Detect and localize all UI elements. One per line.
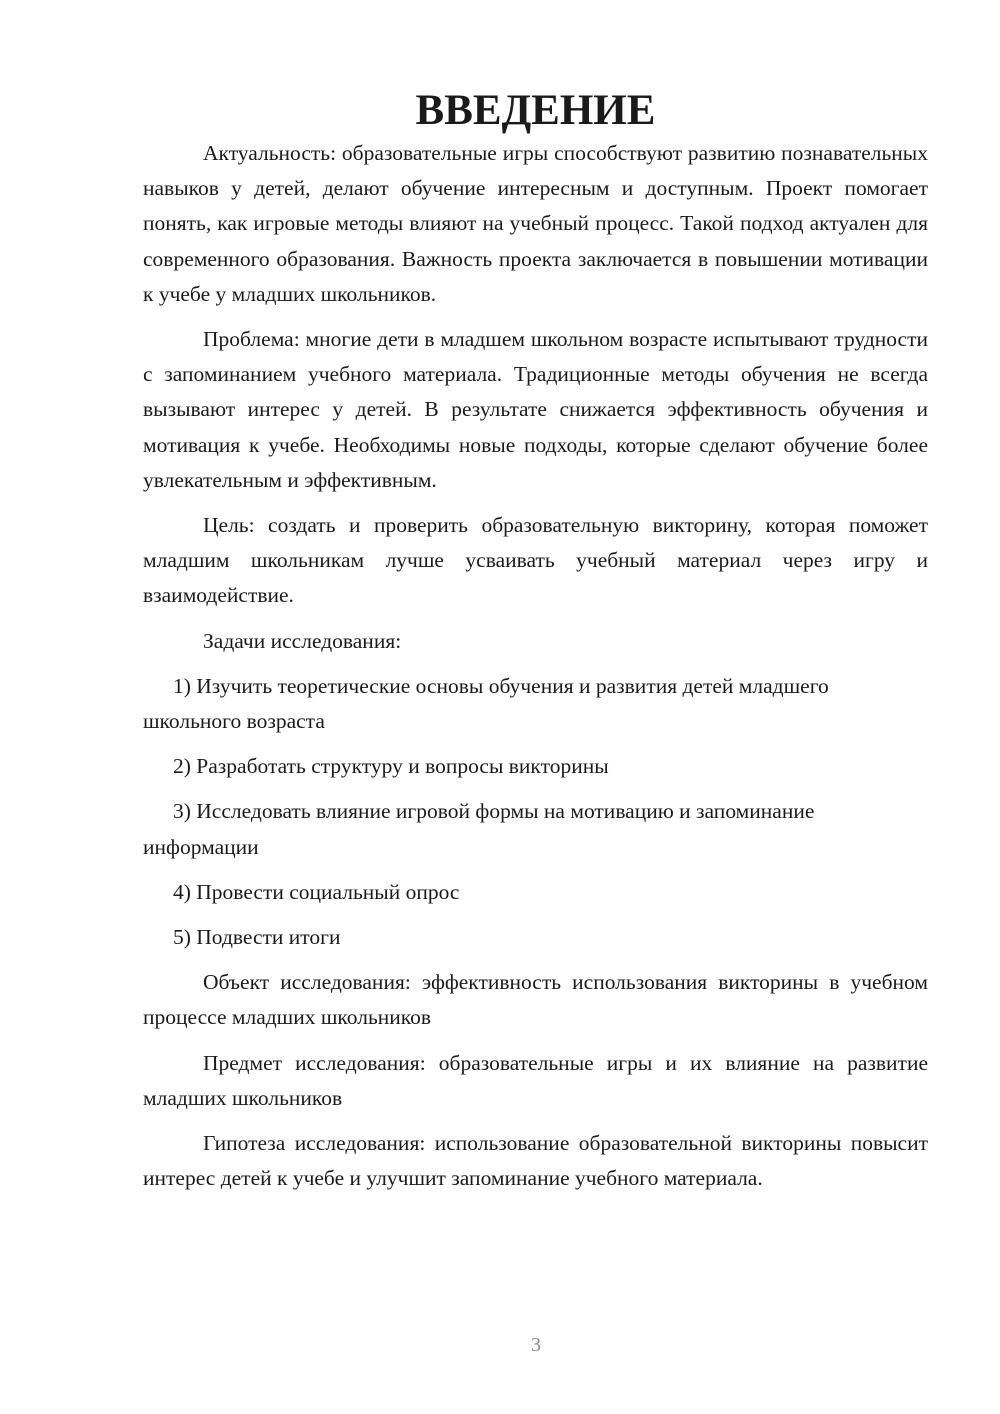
list-item: 5) Подвести итоги <box>173 925 341 950</box>
section-heading: ВВЕДЕНИЕ <box>415 87 656 134</box>
paragraph-hypothesis: Гипотеза исследования: использование образовательной викторины повысит интерес детей к учебе и улучшит запоминание учебного материала. <box>143 1131 928 1191</box>
page-number: 3 <box>531 1334 541 1356</box>
paragraph-object: Объект исследования: эффективность использования викторины в учебном процессе младших школьников <box>143 970 928 1030</box>
paragraph-goal: Цель: создать и проверить образовательную викторину, которая поможет младшим школьникам лучше усваивать учебный материал через игру и взаимодействие. <box>143 513 928 608</box>
list-item: 2) Разработать структуру и вопросы викторины <box>173 754 609 779</box>
paragraph-relevance: Актуальность: образовательные игры способствуют развитию познавательных навыков у детей, делают обучение интересным и доступным. Проект помогает понять, как игровые методы влияют на учебный процесс. Такой подход актуален для современного образования. Важность проекта заключается в повышении мотивации к учебе у младших школьников. <box>143 141 928 306</box>
list-item: 1) Изучить теоретические основы обучения и развития детей младшего школьного возраста <box>143 673 829 734</box>
paragraph-tasks-intro: Задачи исследования: <box>203 628 402 653</box>
list-item: 3) Исследовать влияние игровой формы на мотивацию и запоминание информации <box>143 799 815 859</box>
list-item: 4) Провести социальный опрос <box>173 879 460 904</box>
paragraph-problem: Проблема: многие дети в младшем школьном возрасте испытывают трудности с запоминанием учебного материала. Традиционные методы обучения не всегда вызывают интерес у детей. В результате снижается эффективность обучения и мотивация к учебе. Необходимы новые подходы, которые сделают обучение более увлекательным и эффективным. <box>143 327 928 492</box>
page-content <box>143 87 928 1206</box>
tasks-list <box>143 669 928 955</box>
paragraph-subject: Предмет исследования: образовательные игры и их влияние на развитие младших школьников <box>143 1050 928 1110</box>
